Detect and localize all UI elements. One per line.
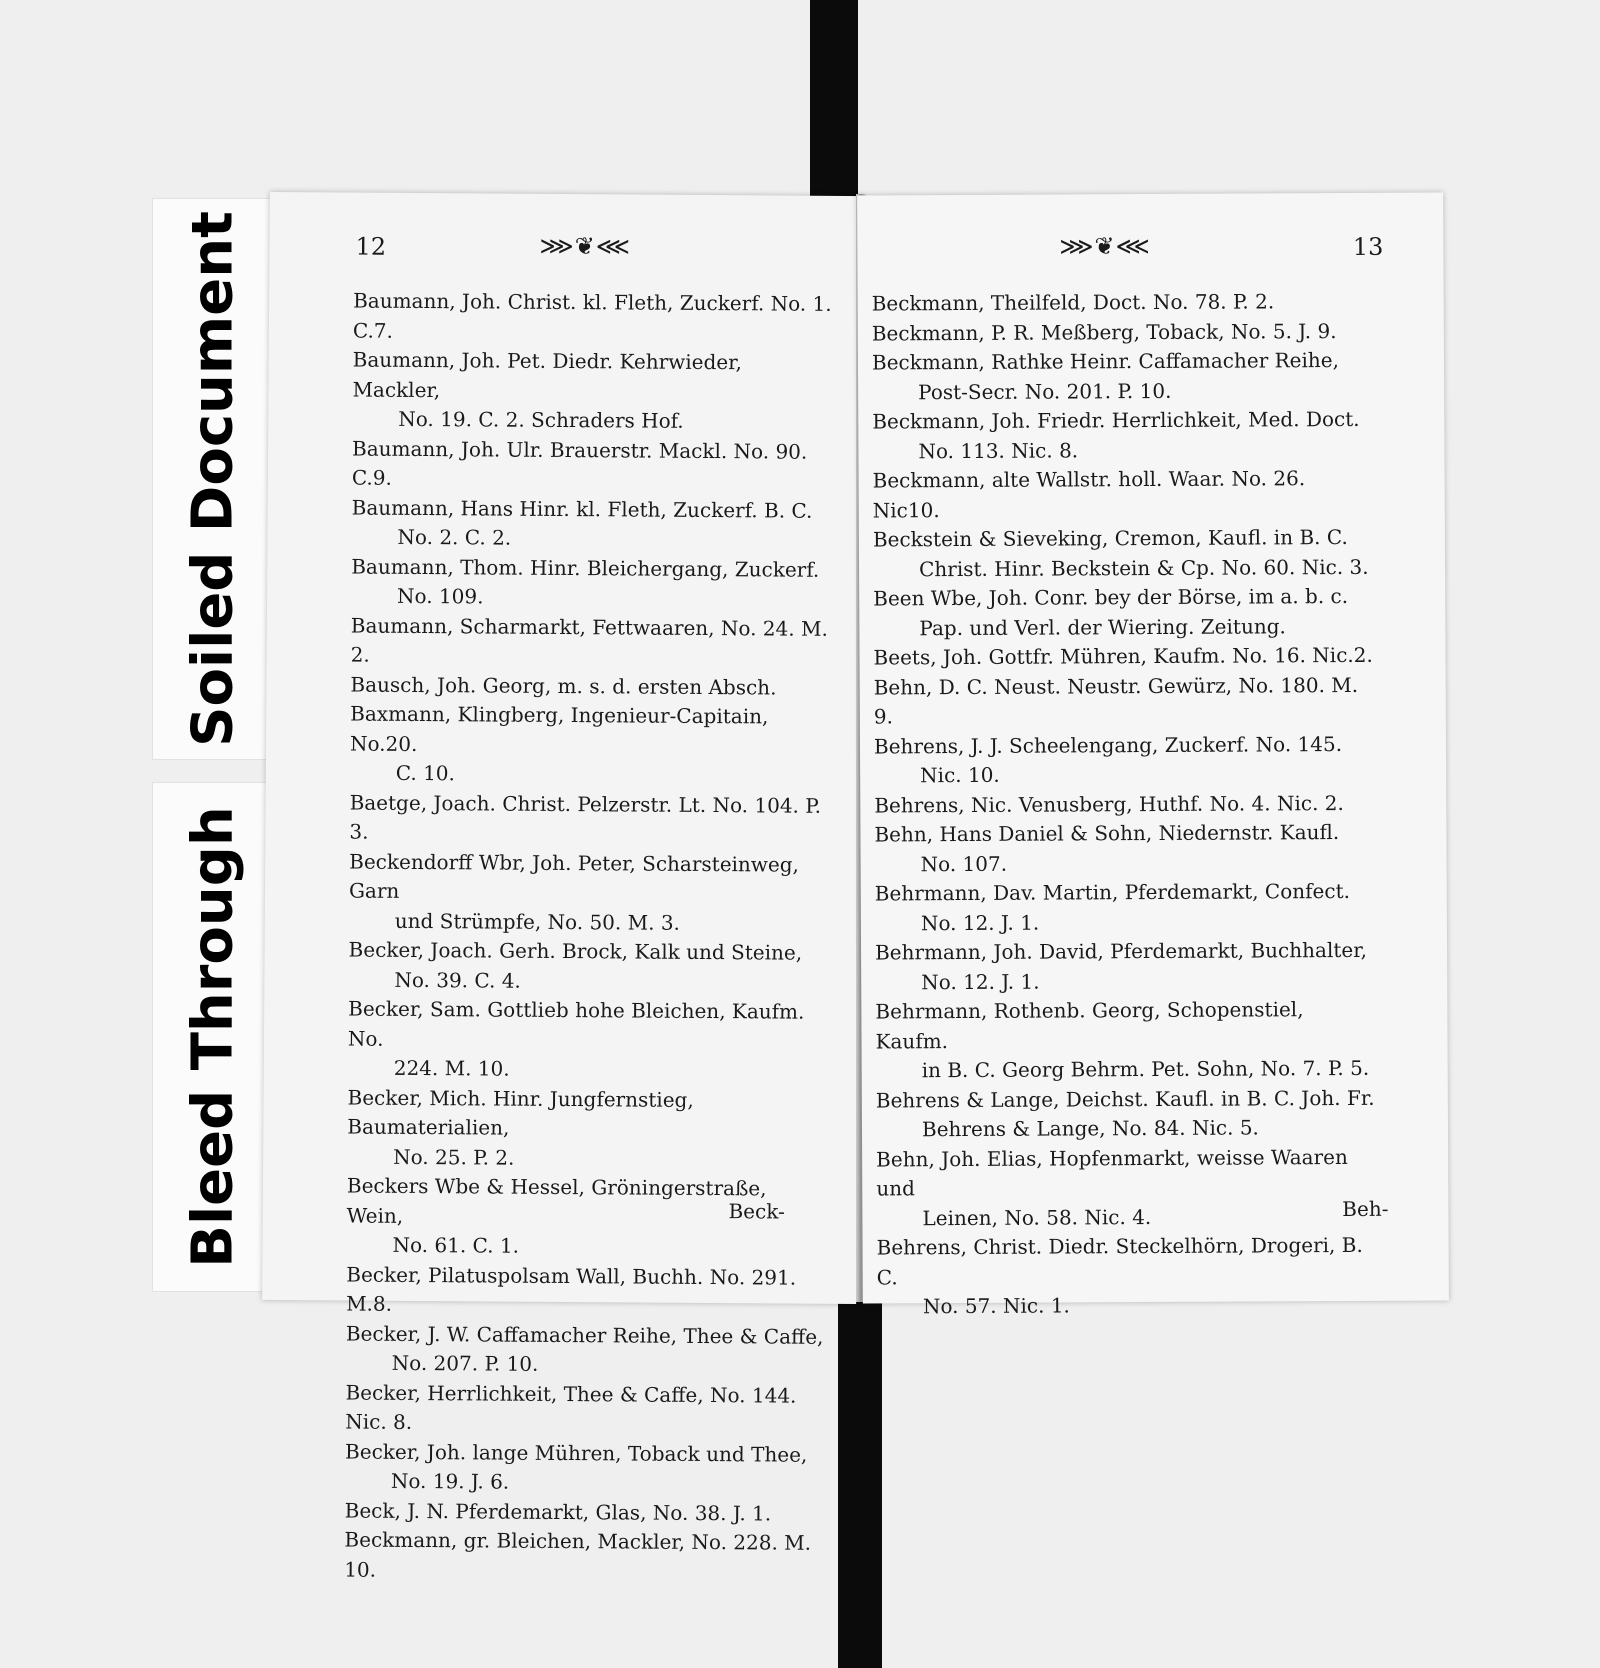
entry-line: Beck, J. N. Pferdemarkt, Glas, No. 38. J. 1. xyxy=(344,1497,772,1525)
page-number: 13 xyxy=(1352,232,1384,261)
entry-line: Behn, D. C. Neust. Neustr. Gewürz, No. 180. M. 9. xyxy=(873,672,1359,729)
entry-line: Beckmann, Theilfeld, Doct. No. 78. P. 2. xyxy=(871,289,1275,316)
left-page-header xyxy=(269,232,863,276)
directory-entry xyxy=(351,493,831,555)
entry-line: Baumann, Hans Hinr. kl. Fleth, Zuckerf. B. C. xyxy=(351,495,813,523)
binding-strap-top xyxy=(810,0,858,200)
entry-line: Becker, Joach. Gerh. Brock, Kalk und Steine, xyxy=(348,937,803,965)
directory-entry xyxy=(876,1142,1376,1233)
directory-entry xyxy=(352,434,832,496)
entry-line: Becker, Mich. Hinr. Jungfernstieg, Baumaterialien, xyxy=(347,1085,694,1140)
directory-entry xyxy=(874,729,1374,791)
entry-continuation: Post-Secr. No. 201. P. 10. xyxy=(918,378,1172,404)
entry-continuation: in B. C. Georg Behrm. Pet. Sohn, No. 7. P. 5. xyxy=(921,1055,1370,1083)
entry-line: Beets, Joh. Gottfr. Mühren, Kaufm. No. 16. Nic.2. xyxy=(873,642,1373,670)
entry-line: Behrmann, Rothenb. Georg, Schopenstiel, Kaufm. xyxy=(875,997,1304,1053)
directory-entry xyxy=(345,1378,825,1440)
entry-line: Bausch, Joh. Georg, m. s. d. ersten Absch. xyxy=(350,672,777,699)
entry-line: Baumann, Thom. Hinr. Bleichergang, Zuckerf. xyxy=(351,554,820,582)
directory-entry xyxy=(351,552,831,614)
directory-entry xyxy=(345,1437,825,1499)
entry-line: Beckendorff Wbr, Joh. Peter, Scharsteinweg, Garn xyxy=(348,849,800,903)
directory-entry xyxy=(872,316,1372,348)
entry-line: Beckmann, Rathke Heinr. Caffamacher Reihe, xyxy=(871,348,1340,375)
directory-entry xyxy=(351,611,831,673)
directory-entry xyxy=(349,847,830,939)
directory-entry xyxy=(875,936,1375,998)
directory-entry xyxy=(877,1231,1377,1322)
right-page xyxy=(857,192,1449,1319)
left-entry-list xyxy=(344,287,833,1588)
entry-line: Baumann, Joh. Christ. kl. Fleth, Zuckerf. No. 1. C.7. xyxy=(352,288,832,343)
entry-continuation: Pap. und Verl. der Wiering. Zeitung. xyxy=(919,613,1286,640)
catchword: Beck- xyxy=(728,1199,785,1224)
directory-entry xyxy=(349,788,829,850)
entry-continuation: No. 25. P. 2. xyxy=(393,1144,515,1170)
label-bleed-through: Bleed Through xyxy=(180,806,246,1268)
entry-continuation: Behrens & Lange, No. 84. Nic. 5. xyxy=(921,1115,1259,1142)
entry-line: Baumann, Joh. Pet. Diedr. Kehrwieder, Mackler, xyxy=(352,347,742,402)
directory-entry xyxy=(346,1319,826,1381)
entry-line: Becker, Herrlichkeit, Thee & Caffe, No. 144. Nic. 8. xyxy=(345,1379,797,1434)
directory-entry xyxy=(350,700,831,792)
entry-line: Becker, Sam. Gottlieb hohe Bleichen, Kaufm. No. xyxy=(347,996,805,1051)
entry-continuation: No. 12. J. 1. xyxy=(920,910,1040,935)
entry-line: Behn, Joh. Elias, Hopfenmarkt, weisse Waaren und xyxy=(876,1144,1348,1201)
directory-entry xyxy=(874,818,1374,880)
entry-continuation: No. 39. C. 4. xyxy=(394,967,521,993)
directory-entry xyxy=(353,287,833,349)
catchword: Beh- xyxy=(1342,1196,1389,1222)
entry-line: Behrens, Christ. Diedr. Steckelhörn, Drogeri, B. C. xyxy=(876,1232,1363,1289)
header-ornament: ⋙❦⋘ xyxy=(1059,232,1151,261)
entry-continuation: C. 10. xyxy=(395,760,456,786)
entry-continuation: No. 207. P. 10. xyxy=(391,1350,539,1376)
entry-line: Beckers Wbe & Hessel, Gröningerstraße, Wein, xyxy=(346,1173,767,1228)
entry-line: Baumann, Scharmarkt, Fettwaaren, No. 24. M. 2. xyxy=(350,613,828,667)
directory-entry xyxy=(352,346,833,438)
entry-continuation: Christ. Hinr. Beckstein & Cp. No. 60. Nic. 3. xyxy=(918,554,1369,581)
directory-entry xyxy=(873,641,1373,673)
entry-line: Beckmann, gr. Bleichen, Mackler, No. 228. M. 10. xyxy=(344,1527,812,1582)
entry-line: Becker, Joh. lange Mühren, Toback und Thee, xyxy=(345,1438,808,1467)
entry-line: Beckmann, alte Wallstr. holl. Waar. No. 26. Nic10. xyxy=(872,466,1306,522)
directory-entry xyxy=(348,936,828,998)
directory-entry xyxy=(348,995,829,1087)
entry-line: Behn, Hans Daniel & Sohn, Niedernstr. Kaufl. xyxy=(874,820,1340,847)
entry-line: Behrens, Nic. Venusberg, Huthf. No. 4. Nic. 2. xyxy=(874,790,1344,817)
directory-entry xyxy=(874,788,1374,820)
right-entry-list xyxy=(872,287,1377,1322)
entry-continuation: No. 57. Nic. 1. xyxy=(922,1293,1070,1319)
left-page xyxy=(262,192,864,1582)
entry-continuation: No. 2. C. 2. xyxy=(397,524,512,550)
right-page-header xyxy=(857,232,1443,275)
directory-entry xyxy=(873,523,1373,585)
entry-continuation: No. 19. C. 2. Schraders Hof. xyxy=(398,406,684,433)
directory-entry xyxy=(346,1260,826,1322)
directory-entry xyxy=(876,1083,1376,1145)
directory-entry xyxy=(872,346,1372,408)
entry-line: Beckstein & Sieveking, Cremon, Kaufl. in B. C. xyxy=(872,524,1348,552)
binding-strap-bottom xyxy=(838,1280,882,1668)
entry-line: Becker, Pilatuspolsam Wall, Buchh. No. 291. M.8. xyxy=(346,1262,797,1316)
entry-line: Baxmann, Klingberg, Ingenieur-Capitain, No.20. xyxy=(349,701,769,756)
entry-continuation: No. 12. J. 1. xyxy=(921,969,1040,994)
directory-entry xyxy=(872,287,1372,319)
entry-continuation: No. 113. Nic. 8. xyxy=(918,437,1079,463)
entry-line: Becker, J. W. Caffamacher Reihe, Thee & Caffe, xyxy=(345,1320,824,1349)
page-number: 12 xyxy=(355,232,387,261)
entry-line: Behrmann, Joh. David, Pferdemarkt, Buchhalter, xyxy=(875,937,1367,965)
header-ornament: ⋙❦⋘ xyxy=(539,231,631,261)
directory-entry xyxy=(344,1525,824,1587)
directory-entry xyxy=(873,582,1373,644)
label-card-bleed xyxy=(152,782,274,1292)
entry-continuation: 224. M. 10. xyxy=(393,1055,510,1081)
directory-entry xyxy=(875,995,1375,1086)
entry-continuation: No. 107. xyxy=(920,851,1008,876)
directory-entry xyxy=(350,670,830,703)
directory-entry xyxy=(875,877,1375,939)
entry-continuation: No. 109. xyxy=(396,583,484,609)
label-soiled-document: Soiled Document xyxy=(180,211,246,747)
directory-entry xyxy=(873,464,1373,526)
entry-continuation: und Strümpfe, No. 50. M. 3. xyxy=(394,908,681,935)
directory-entry xyxy=(874,670,1374,732)
entry-continuation: Nic. 10. xyxy=(920,762,1000,788)
entry-line: Beckmann, P. R. Meßberg, Toback, No. 5. J. 9. xyxy=(871,318,1337,345)
entry-continuation: No. 19. J. 6. xyxy=(390,1468,510,1494)
entry-line: Behrens, J. J. Scheelengang, Zuckerf. No. 145. xyxy=(873,731,1343,758)
entry-continuation: No. 61. C. 1. xyxy=(392,1232,520,1258)
entry-line: Baetge, Joach. Christ. Pelzerstr. Lt. No. 104. P. 3. xyxy=(349,790,822,844)
entry-continuation: Leinen, No. 58. Nic. 4. xyxy=(922,1204,1152,1230)
directory-entry xyxy=(347,1083,828,1175)
entry-line: Behrens & Lange, Deichst. Kaufl. in B. C. Joh. Fr. xyxy=(875,1085,1375,1112)
entry-line: Baumann, Joh. Ulr. Brauerstr. Mackl. No. 90. C.9. xyxy=(351,436,808,490)
label-card-soiled xyxy=(152,198,274,760)
entry-line: Beckmann, Joh. Friedr. Herrlichkeit, Med. Doct. xyxy=(872,406,1360,434)
directory-entry xyxy=(345,1496,825,1529)
entry-line: Behrmann, Dav. Martin, Pferdemarkt, Confect. xyxy=(874,878,1351,906)
entry-line: Been Wbe, Joh. Conr. bey der Börse, im a. b. c. xyxy=(873,583,1349,611)
directory-entry xyxy=(872,405,1372,467)
